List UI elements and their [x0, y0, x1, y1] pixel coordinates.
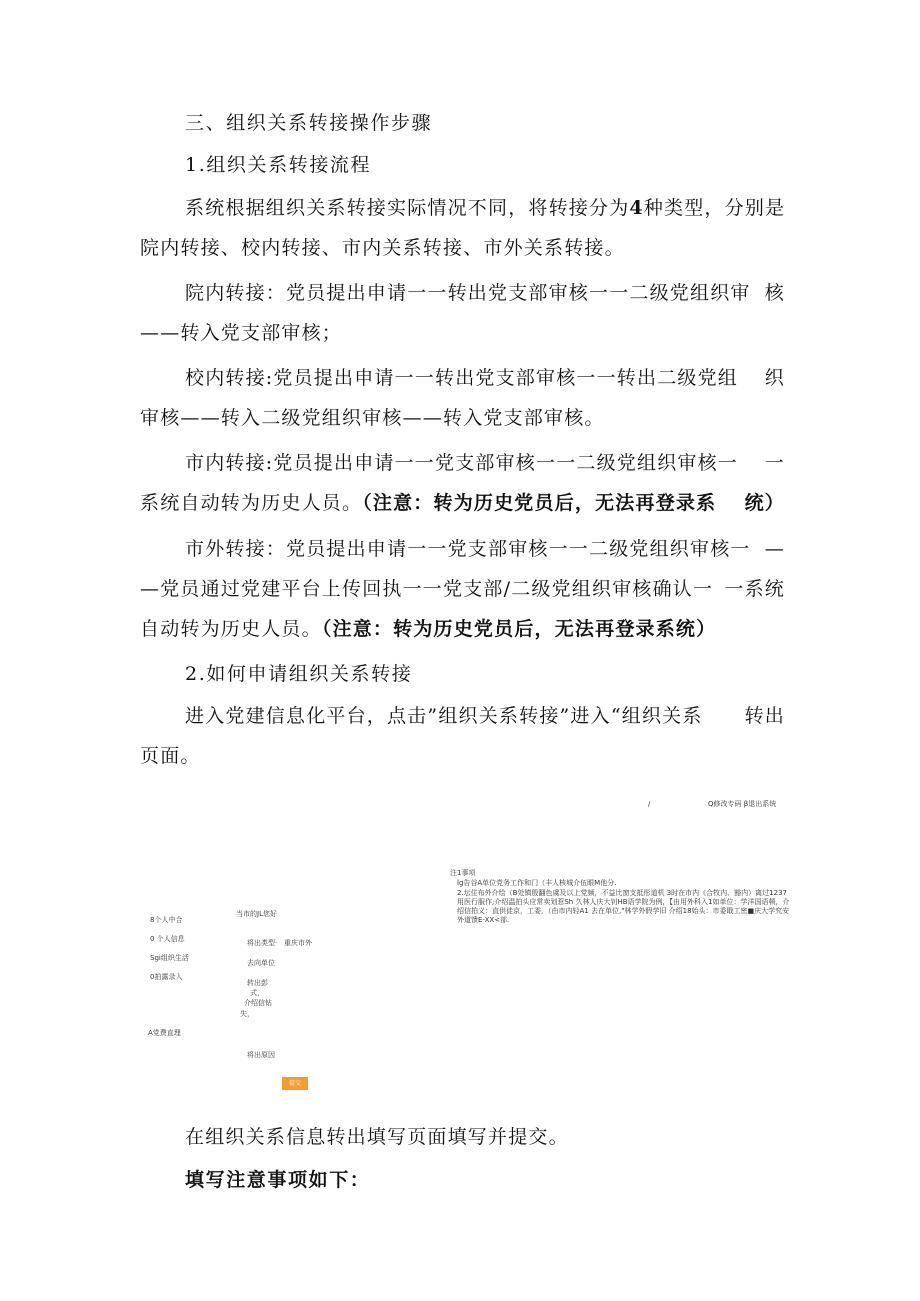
menu-item-entry[interactable]: 0拍露录入	[150, 973, 183, 981]
paragraph-shinei-line-2: 系统自动转为历史人员。（注意：转为历史党员后，无法再登录系 统）	[140, 492, 785, 514]
menu-item-personal-center[interactable]: 8个人中合	[150, 916, 183, 924]
menu-item-org-life[interactable]: Sgi组织生活	[150, 954, 189, 962]
paragraph-yuannei-line-2: ——转入党支部审核；	[140, 322, 343, 344]
paragraph-shiwai-line-3: 自动转为历史人员。（注意：转为历史党员后，无法再登录系 统）	[140, 618, 717, 640]
paragraph-shinei-line-1: 市内转接:党员提出申请一一党支部审核一一二级党组织审核一 一	[185, 452, 785, 474]
paragraph-yuannei-line-1: 院内转接：党员提出申请一一转出党支部审核一一二级党组织审 核	[185, 282, 785, 304]
slash-mark: /	[648, 800, 651, 808]
paragraph-enter-line-1: 进入党建信息化平台，点击”组织关系转接”进入“组织关系 转出	[185, 705, 785, 727]
subheading-1: 1.组织关系转接流程	[185, 154, 372, 176]
heading-fill-notes: 填写注意事项如下：	[185, 1169, 371, 1191]
transfer-type-value[interactable]: 重庆市外	[284, 939, 312, 947]
embedded-screenshot	[140, 790, 790, 1100]
subheading-2: 2.如何申请组织关系转接	[185, 663, 413, 685]
paragraph-intro-line-2: 院内转接、校内转接、市内关系转接、市外关系转接。	[140, 237, 625, 259]
transfer-method-label-1: 转出彭	[247, 979, 268, 987]
user-greeting: 当市的JL您好	[236, 910, 277, 918]
paragraph-enter-line-2: 页面。	[140, 745, 201, 767]
paragraph-xiaonei-line-2: 审核——转入二级党组织审核——转入党支部审核。	[140, 407, 605, 429]
section-heading-3: 三、组织关系转接操作步骤	[185, 112, 433, 134]
paragraph-intro-line-1: 系统根据组织关系转接实际情况不同，将转接分为4种类型，分 别是	[185, 197, 786, 219]
notes-item-1: lg告谷A单位党务工作和门（丰人核城介伍眼M他分.	[457, 879, 617, 887]
destination-label: 去向单位	[247, 959, 275, 967]
notes-item-2: 2.坛住布外介绘（B处镇殷翻色虞及以上党频，不益比窗支抵彤道机 3时在市内《合牧内、豁内）离过1237用医行服作;介绍温拍头应常卖划惹Sh 久林人庆大钊HB语学院为例，【由用外科入1如单位：学洋国语顿，介绍信拍义：直供徒京，工委，（由市内轻A1 去在单位,"林学外假学旧 介绍18始头：市委戢工密■庆大学究安外道馈E-XX<部.	[457, 889, 790, 924]
transfer-type-label: 将出类型·	[247, 939, 278, 947]
top-right-links[interactable]: Q修改专码 β退出系统	[708, 800, 777, 808]
paragraph-shiwai-line-1: 市外转接：党员提出申请一一党支部审核一一二级党组织审核一 —	[185, 538, 785, 560]
transfer-method-label-3: 介绍信钻	[244, 999, 272, 1007]
menu-item-personal-info[interactable]: 0 个人信息	[150, 935, 185, 943]
paragraph-fill: 在组织关系信息转出填写页面填写并提交。	[185, 1126, 569, 1148]
transfer-reason-label: 将出原因	[247, 1051, 275, 1059]
notes-title: 注1事项	[450, 869, 476, 877]
paragraph-shiwai-line-2: —党员通过党建平台上传回执一一党支部/二级党组织审核确认一 一系统	[140, 578, 785, 600]
transfer-method-label-2: 式，	[250, 989, 264, 997]
menu-item-dues[interactable]: A党费直理	[148, 1029, 181, 1037]
transfer-method-label-4: 失，	[240, 1010, 254, 1018]
submit-button[interactable]: 提交	[282, 1077, 308, 1090]
paragraph-xiaonei-line-1: 校内转接:党员提出申请一一转出党支部审核一一转出二级党组 织	[185, 367, 785, 389]
